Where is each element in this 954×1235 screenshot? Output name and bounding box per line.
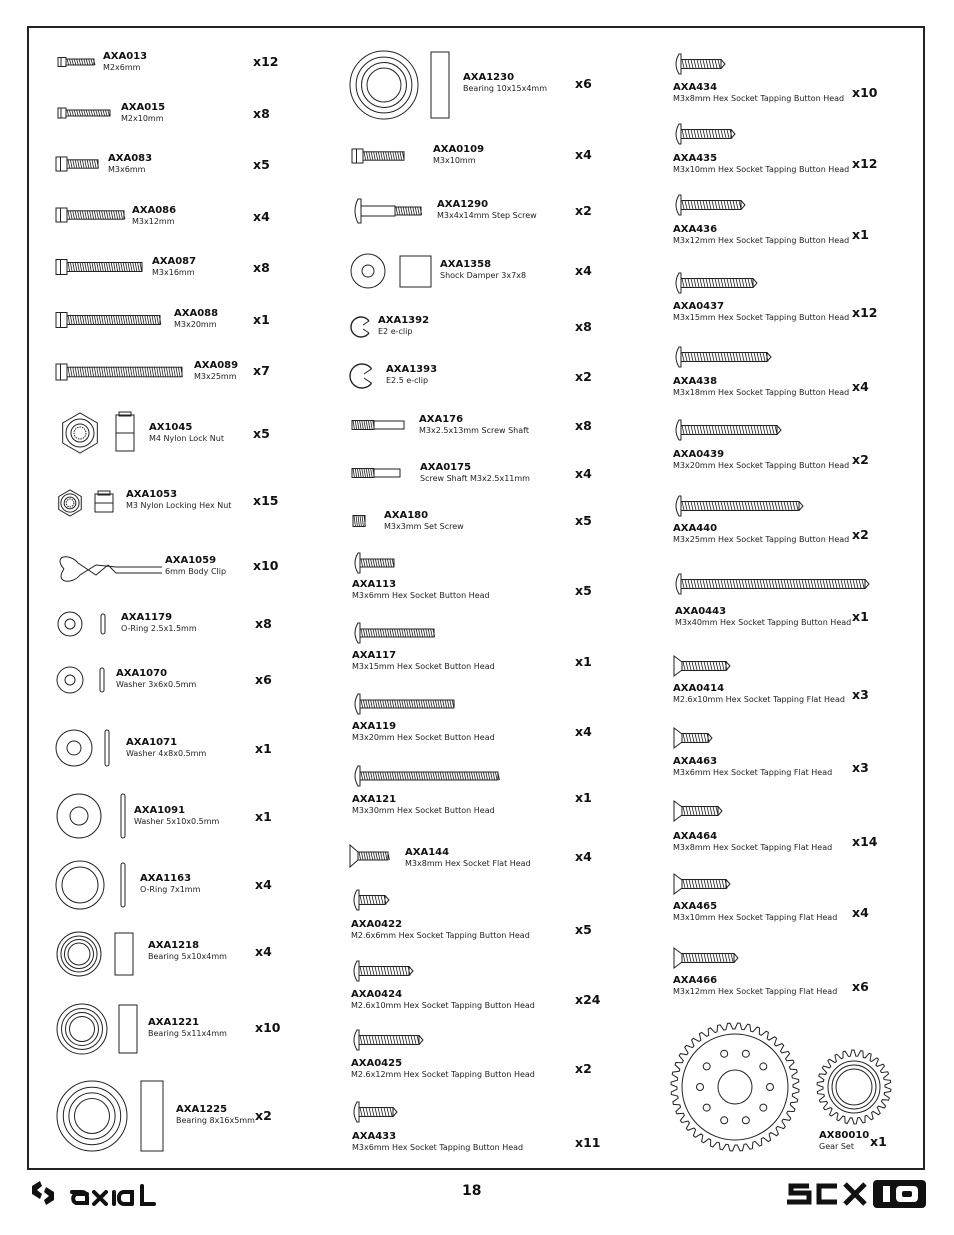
part-code: AXA083	[108, 153, 153, 164]
part-code: AXA1221	[148, 1017, 200, 1028]
part-description: M3x6mm Hex Socket Button Head	[352, 591, 490, 600]
part-quantity: x2	[852, 452, 869, 467]
set-screw-icon	[353, 516, 365, 527]
part-description: M3x15mm Hex Socket Tapping Button Head	[673, 313, 850, 322]
screw-icon	[354, 1030, 423, 1050]
part-description: M3x8mm Hex Socket Flat Head	[405, 859, 531, 868]
part-code: AXA119	[352, 721, 397, 732]
part-code: AXA0175	[420, 462, 472, 473]
part-quantity: x6	[575, 76, 592, 91]
screw-icon	[674, 874, 730, 894]
part-code: AXA1091	[134, 805, 186, 816]
part-code: AXA0437	[673, 301, 725, 312]
washer-icon	[57, 667, 83, 693]
part-code: AXA113	[352, 579, 397, 590]
part-quantity: x1	[852, 609, 869, 624]
washer-edge-icon	[100, 668, 104, 692]
screw-icon	[58, 108, 110, 118]
part-code: AXA1163	[140, 873, 192, 884]
part-quantity: x6	[852, 979, 869, 994]
screw-icon	[350, 845, 389, 867]
part-quantity: x4	[255, 944, 272, 959]
part-quantity: x12	[852, 305, 878, 320]
part-quantity: x5	[575, 583, 592, 598]
nut-side-icon	[116, 412, 134, 451]
screw-icon	[676, 347, 771, 367]
part-code: AXA086	[132, 205, 177, 216]
part-description: Bearing 10x15x4mm	[463, 84, 548, 93]
body-clip-icon	[60, 557, 162, 582]
part-code: AXA180	[384, 510, 429, 521]
screw-shaft-icon	[352, 469, 400, 478]
part-description: M2.6x10mm Hex Socket Tapping Flat Head	[673, 695, 845, 704]
part-code: AXA1358	[440, 259, 492, 270]
part-code: AXA144	[405, 847, 450, 858]
part-code: AXA087	[152, 256, 197, 267]
part-description: Washer 5x10x0.5mm	[134, 817, 220, 826]
nut-side-icon	[95, 491, 113, 512]
part-quantity: x4	[852, 379, 869, 394]
part-code: AX1045	[149, 422, 193, 433]
bearing-side-icon	[141, 1081, 163, 1151]
part-quantity: x1	[255, 809, 272, 824]
damper-icon	[400, 256, 431, 287]
part-quantity: x24	[575, 992, 601, 1007]
part-description: M3x6mm	[108, 165, 146, 174]
screw-icon	[674, 728, 712, 748]
part-description: M3x15mm Hex Socket Button Head	[352, 662, 495, 671]
part-description: E2 e-clip	[378, 327, 413, 336]
scx10-logo	[783, 1178, 928, 1210]
screw-icon	[352, 149, 404, 163]
part-quantity: x4	[575, 263, 592, 278]
part-quantity: x15	[253, 493, 279, 508]
part-quantity: x8	[255, 616, 272, 631]
part-description: M3x12mm Hex Socket Tapping Button Head	[673, 236, 850, 245]
part-description: M3x16mm	[152, 268, 195, 277]
washer-edge-icon	[105, 730, 109, 766]
part-quantity: x5	[253, 157, 270, 172]
screw-icon	[56, 208, 125, 222]
part-quantity: x8	[575, 319, 592, 334]
spur-gear-icon	[671, 1023, 799, 1151]
part-description: M3x20mm Hex Socket Button Head	[352, 733, 495, 742]
screw-shaft-icon	[352, 421, 404, 430]
axial-logo	[28, 1178, 160, 1210]
screw-icon	[676, 124, 735, 144]
screw-icon	[674, 801, 722, 821]
washer-edge-icon	[121, 863, 125, 907]
screw-icon	[354, 1102, 397, 1122]
part-quantity: x3	[852, 760, 869, 775]
part-quantity: x8	[253, 260, 270, 275]
screw-icon	[676, 273, 757, 293]
step-screw-icon	[355, 199, 422, 223]
part-code: AXA089	[194, 360, 239, 371]
screw-icon	[354, 961, 413, 981]
part-code: AXA1392	[378, 315, 430, 326]
part-quantity: x8	[253, 106, 270, 121]
screw-icon	[676, 195, 745, 215]
part-code: AXA1179	[121, 612, 173, 623]
screw-icon	[56, 260, 142, 275]
screw-icon	[56, 313, 161, 328]
part-quantity: x4	[253, 209, 270, 224]
part-quantity: x5	[253, 426, 270, 441]
part-quantity: x4	[575, 147, 592, 162]
part-description: Bearing 5x10x4mm	[148, 952, 227, 961]
screw-icon	[56, 157, 98, 171]
screw-icon	[355, 553, 394, 573]
part-code: AXA1290	[437, 199, 489, 210]
nut-icon	[63, 413, 98, 453]
bearing-icon	[350, 51, 418, 119]
washer-icon	[57, 794, 101, 838]
part-code: AXA1070	[116, 668, 168, 679]
bearing-side-icon	[119, 1005, 137, 1053]
pinion-gear-icon	[817, 1050, 891, 1124]
part-code: AXA088	[174, 308, 219, 319]
part-description: M3x3mm Set Screw	[384, 522, 464, 531]
part-description: Shock Damper 3x7x8	[440, 271, 527, 280]
part-quantity: x4	[852, 905, 869, 920]
part-quantity: x8	[575, 418, 592, 433]
part-description: M3x30mm Hex Socket Button Head	[352, 806, 495, 815]
part-description: Gear Set	[819, 1142, 854, 1151]
part-description: M3x6mm Hex Socket Tapping Flat Head	[673, 768, 833, 777]
part-quantity: x2	[575, 1061, 592, 1076]
part-description: M3x25mm	[194, 372, 237, 381]
part-quantity: x1	[575, 654, 592, 669]
part-code: AXA433	[352, 1131, 397, 1142]
part-quantity: x12	[852, 156, 878, 171]
part-description: M3x8mm Hex Socket Tapping Button Head	[673, 94, 845, 103]
part-quantity: x2	[575, 203, 592, 218]
screw-icon	[355, 623, 435, 643]
part-quantity: x7	[253, 363, 270, 378]
page-number: 18	[462, 1183, 482, 1199]
part-description: M2.6x12mm Hex Socket Tapping Button Head	[351, 1070, 535, 1079]
part-code: AXA013	[103, 51, 148, 62]
screw-icon	[355, 694, 454, 714]
screw-icon	[58, 58, 95, 67]
part-quantity: x2	[255, 1108, 272, 1123]
part-code: AX80010	[819, 1130, 870, 1141]
part-quantity: x4	[255, 877, 272, 892]
part-description: M2x10mm	[121, 114, 164, 123]
part-description: 6mm Body Clip	[165, 567, 227, 576]
part-quantity: x1	[575, 790, 592, 805]
part-code: AXA1218	[148, 940, 200, 951]
washer-edge-icon	[121, 794, 125, 838]
part-code: AXA1393	[386, 364, 438, 375]
part-description: Washer 4x8x0.5mm	[126, 749, 207, 758]
part-description: M3x10mm Hex Socket Tapping Flat Head	[673, 913, 838, 922]
bearing-icon	[57, 1004, 107, 1054]
part-quantity: x1	[253, 312, 270, 327]
part-quantity: x2	[852, 527, 869, 542]
washer-icon	[56, 730, 92, 766]
screw-icon	[676, 420, 781, 440]
part-description: M3x20mm Hex Socket Tapping Button Head	[673, 461, 850, 470]
part-description: O-Ring 2.5x1.5mm	[121, 624, 197, 633]
part-quantity: x1	[255, 741, 272, 756]
part-code: AXA0443	[675, 606, 727, 617]
part-quantity: x3	[852, 687, 869, 702]
part-code: AXA466	[673, 975, 718, 986]
nut-icon	[59, 490, 82, 516]
part-description: M4 Nylon Lock Nut	[149, 434, 224, 443]
part-code: AXA464	[673, 831, 718, 842]
part-description: Bearing 5x11x4mm	[148, 1029, 227, 1038]
part-code: AXA176	[419, 414, 464, 425]
part-description: M3x12mm	[132, 217, 175, 226]
part-quantity: x5	[575, 922, 592, 937]
screw-icon	[676, 574, 869, 594]
bearing-side-icon	[115, 933, 133, 975]
part-description: M3x10mm Hex Socket Tapping Button Head	[673, 165, 850, 174]
part-description: E2.5 e-clip	[386, 376, 429, 385]
part-quantity: x1	[852, 227, 869, 242]
washer-icon	[351, 254, 385, 288]
part-code: AXA436	[673, 224, 718, 235]
part-code: AXA434	[673, 82, 718, 93]
part-quantity: x10	[255, 1020, 281, 1035]
part-code: AXA1053	[126, 489, 178, 500]
part-quantity: x4	[575, 724, 592, 739]
part-description: M3x2.5x13mm Screw Shaft	[419, 426, 529, 435]
part-code: AXA0425	[351, 1058, 403, 1069]
part-code: AXA0439	[673, 449, 725, 460]
screw-icon	[674, 948, 738, 968]
part-code: AXA438	[673, 376, 718, 387]
e-clip-icon	[351, 317, 369, 337]
part-code: AXA121	[352, 794, 397, 805]
part-quantity: x10	[852, 85, 878, 100]
screw-icon	[355, 766, 499, 786]
part-code: AXA0109	[433, 144, 485, 155]
part-code: AXA0414	[673, 683, 725, 694]
part-description: M3x40mm Hex Socket Tapping Button Head	[675, 618, 852, 627]
screw-icon	[674, 656, 730, 676]
part-description: O-Ring 7x1mm	[140, 885, 201, 894]
washer-edge-icon	[101, 614, 105, 634]
part-description: M2.6x6mm Hex Socket Tapping Button Head	[351, 931, 530, 940]
screw-icon	[676, 496, 803, 516]
part-code: AXA1071	[126, 737, 178, 748]
part-quantity: x14	[852, 834, 878, 849]
washer-icon	[56, 861, 104, 909]
part-code: AXA465	[673, 901, 718, 912]
part-description: M2.6x10mm Hex Socket Tapping Button Head	[351, 1001, 535, 1010]
screw-icon	[676, 54, 725, 74]
screw-icon	[354, 890, 389, 910]
part-description: M3x18mm Hex Socket Tapping Button Head	[673, 388, 850, 397]
part-description: M3x20mm	[174, 320, 217, 329]
part-code: AXA117	[352, 650, 397, 661]
part-quantity: x2	[575, 369, 592, 384]
part-code: AXA1059	[165, 555, 217, 566]
part-description: Bearing 8x16x5mm	[176, 1116, 255, 1125]
part-description: M2x6mm	[103, 63, 141, 72]
part-code: AXA0424	[351, 989, 403, 1000]
part-quantity: x6	[255, 672, 272, 687]
washer-icon	[58, 612, 82, 636]
part-description: Screw Shaft M3x2.5x11mm	[420, 474, 530, 483]
part-code: AXA463	[673, 756, 718, 767]
part-quantity: x12	[253, 54, 279, 69]
e-clip-icon	[350, 364, 372, 388]
part-description: Washer 3x6x0.5mm	[116, 680, 197, 689]
part-code: AXA1230	[463, 72, 515, 83]
part-code: AXA440	[673, 523, 718, 534]
part-description: M3x10mm	[433, 156, 476, 165]
part-quantity: x11	[575, 1135, 601, 1150]
part-description: M3x25mm Hex Socket Tapping Button Head	[673, 535, 850, 544]
part-quantity: x10	[253, 558, 279, 573]
bearing-icon	[57, 932, 101, 976]
part-code: AXA1225	[176, 1104, 228, 1115]
part-description: M3x8mm Hex Socket Tapping Flat Head	[673, 843, 833, 852]
part-description: M3 Nylon Locking Hex Nut	[126, 501, 232, 510]
part-code: AXA435	[673, 153, 718, 164]
part-code: AXA015	[121, 102, 166, 113]
part-quantity: x4	[575, 466, 592, 481]
part-description: M3x12mm Hex Socket Tapping Flat Head	[673, 987, 838, 996]
part-description: M3x4x14mm Step Screw	[437, 211, 537, 220]
part-quantity: x5	[575, 513, 592, 528]
part-quantity: x1	[870, 1134, 887, 1149]
part-code: AXA0422	[351, 919, 403, 930]
part-quantity: x4	[575, 849, 592, 864]
bearing-side-icon	[431, 52, 449, 118]
bearing-icon	[57, 1081, 127, 1151]
screw-icon	[56, 364, 182, 380]
part-description: M3x6mm Hex Socket Tapping Button Head	[352, 1143, 524, 1152]
